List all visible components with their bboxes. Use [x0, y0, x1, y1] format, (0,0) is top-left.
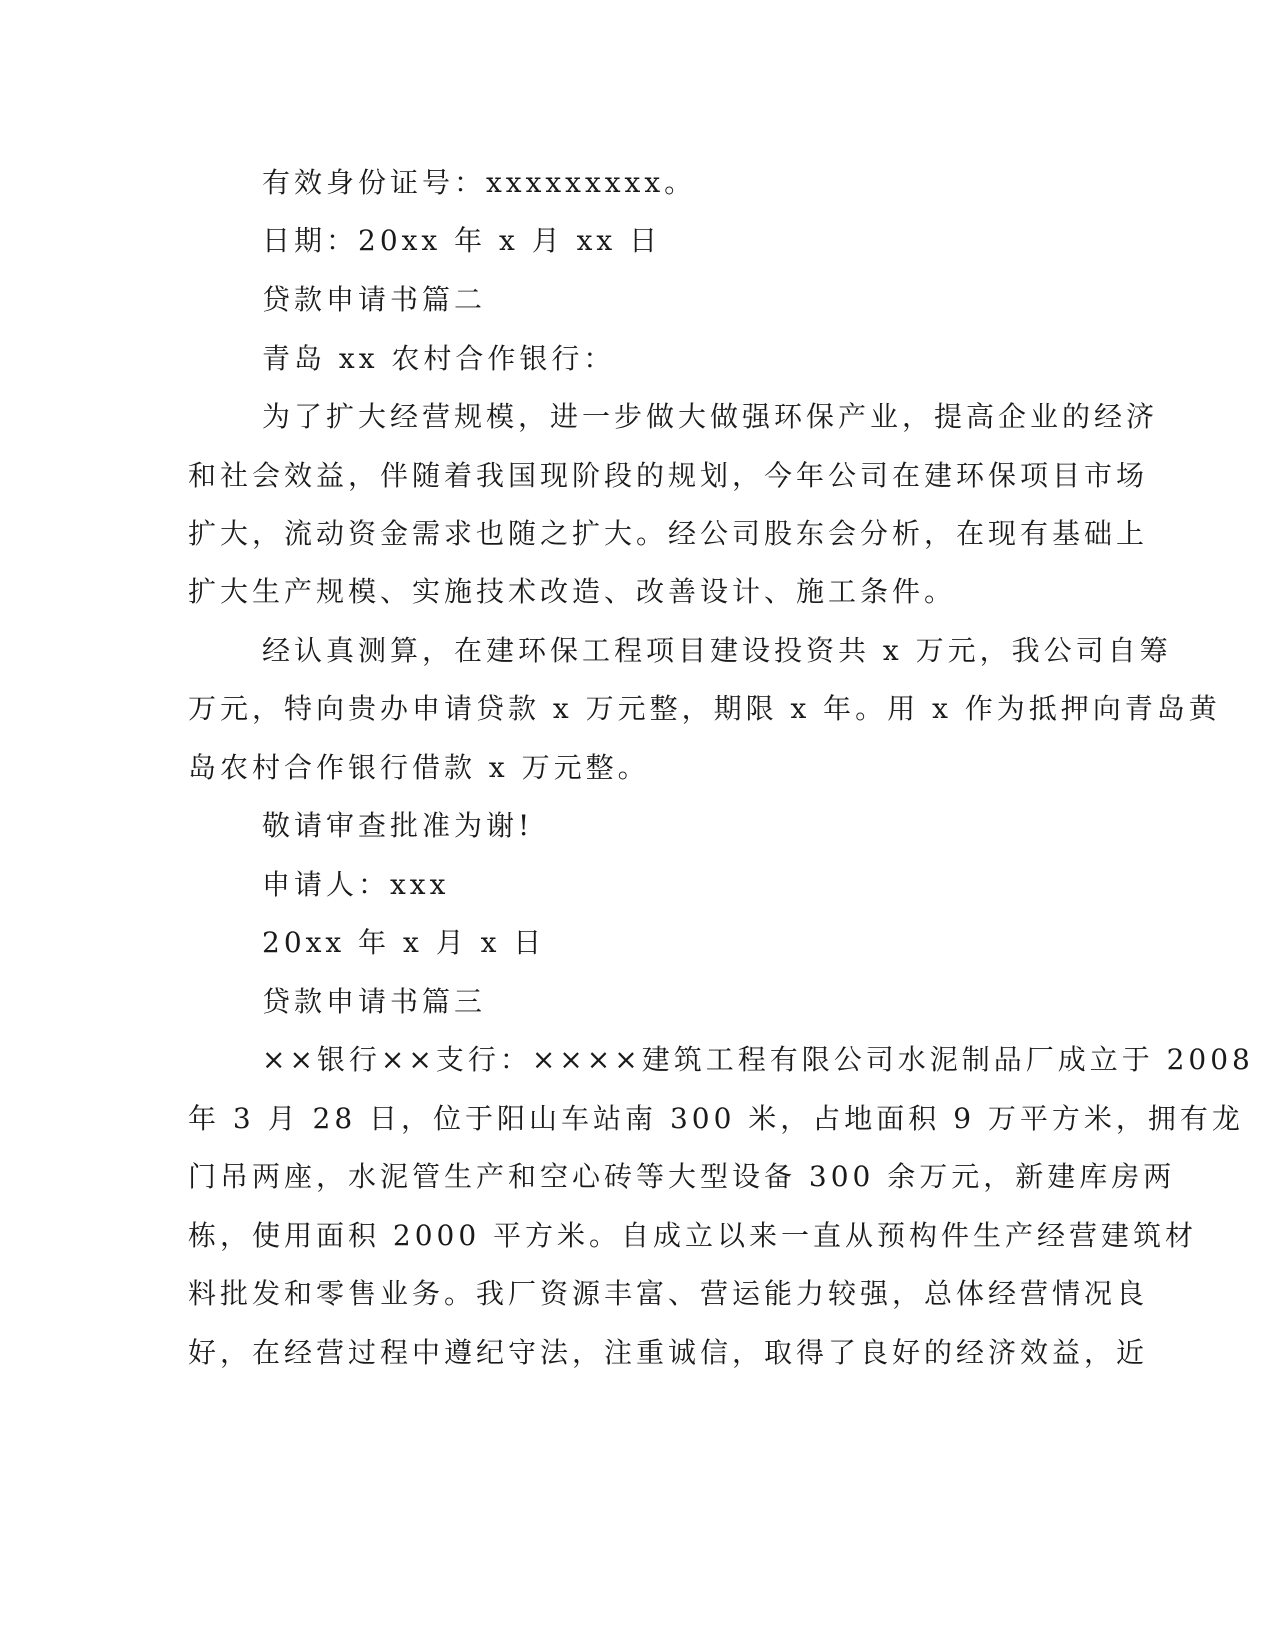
signature-date-line: 20xx 年 x 月 x 日 [262, 926, 546, 959]
section-heading-2: 贷款申请书篇二 [262, 283, 487, 316]
paragraph-1-line-3: 扩大，流动资金需求也随之扩大。经公司股东会分析，在现有基础上 [188, 517, 1149, 550]
addressee-line: 青岛 xx 农村合作银行： [262, 342, 616, 375]
paragraph-2-line-2: 万元，特向贵办申请贷款 x 万元整，期限 x 年。用 x 作为抵押向青岛黄 [188, 692, 1221, 725]
applicant-line: 申请人：xxx [262, 868, 450, 901]
paragraph-2-line-3: 岛农村合作银行借款 x 万元整。 [188, 751, 650, 784]
paragraph-3-line-1: ××银行××支行：××××建筑工程有限公司水泥制品厂成立于 2008 [262, 1043, 1254, 1076]
paragraph-1-line-1: 为了扩大经营规模，进一步做大做强环保产业，提高企业的经济 [262, 400, 1159, 433]
closing-request: 敬请审查批准为谢! [262, 809, 534, 842]
paragraph-3-line-4: 栋，使用面积 2000 平方米。自成立以来一直从预构件生产经营建筑材 [188, 1219, 1198, 1252]
paragraph-2-line-1: 经认真测算，在建环保工程项目建设投资共 x 万元，我公司自筹 [262, 634, 1172, 667]
date-line: 日期：20xx 年 x 月 xx 日 [262, 224, 662, 257]
id-number-line: 有效身份证号：xxxxxxxxx。 [262, 166, 697, 199]
paragraph-1-line-4: 扩大生产规模、实施技术改造、改善设计、施工条件。 [188, 575, 957, 608]
paragraph-1-line-2: 和社会效益，伴随着我国现阶段的规划，今年公司在建环保项目市场 [188, 459, 1149, 492]
section-heading-3: 贷款申请书篇三 [262, 985, 487, 1018]
paragraph-3-line-6: 好，在经营过程中遵纪守法，注重诚信，取得了良好的经济效益，近 [188, 1336, 1149, 1369]
paragraph-3-line-3: 门吊两座，水泥管生产和空心砖等大型设备 300 余万元，新建库房两 [188, 1160, 1176, 1193]
paragraph-3-line-5: 料批发和零售业务。我厂资源丰富、营运能力较强，总体经营情况良 [188, 1277, 1149, 1310]
paragraph-3-line-2: 年 3 月 28 日，位于阳山车站南 300 米，占地面积 9 万平方米，拥有龙 [188, 1102, 1244, 1135]
